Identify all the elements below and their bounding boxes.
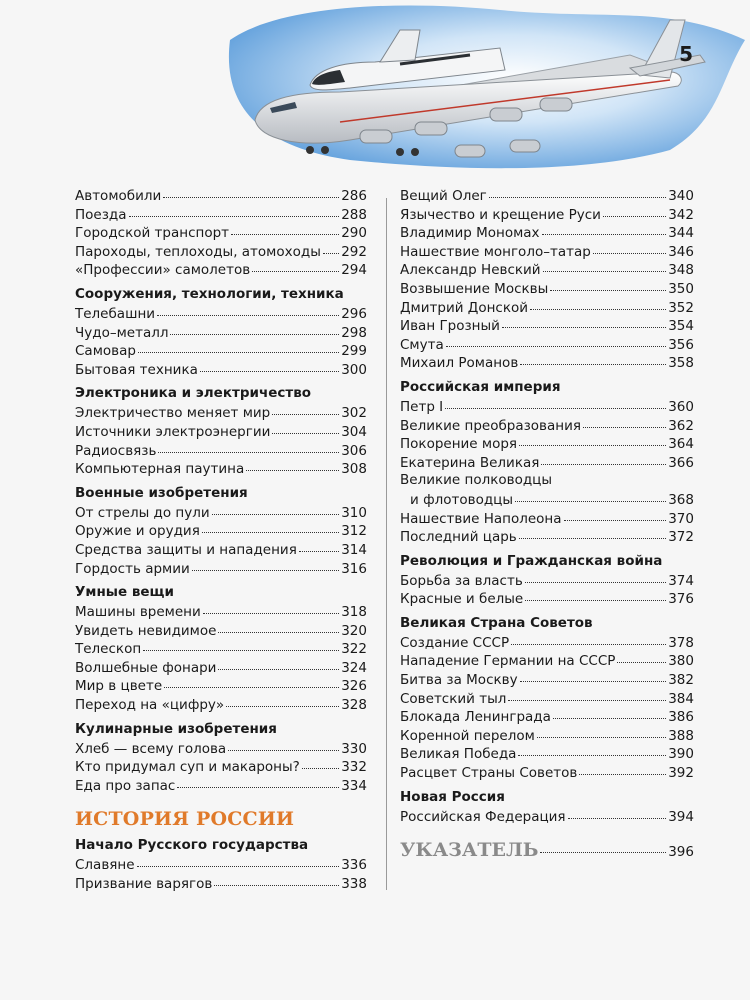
page-ref: 394 [668,808,694,825]
dot-leader [446,333,666,347]
page-ref: 288 [341,206,367,223]
page-ref: 378 [668,634,694,651]
toc-entry-title: Радиосвязь [75,442,157,459]
toc-entry-title: Гордость армии [75,560,190,577]
toc-entry-title: Телебашни [75,305,156,322]
dot-leader [157,302,339,316]
page-ref: 366 [668,454,694,471]
section-heading: Умные вещи [75,584,174,601]
dot-leader [583,414,666,428]
page-ref: 336 [341,857,367,874]
toc-entry-title: Пароходы, теплоходы, атомоходы [75,243,321,260]
toc-entry-title: Битва за Москву [400,672,518,689]
page-ref: 350 [668,280,694,297]
page-ref: 304 [341,423,367,440]
dot-leader [579,761,666,775]
page-ref: 362 [668,417,694,434]
toc-entry-title: Петр I [400,398,444,415]
dot-leader [518,742,666,756]
toc-entry-title: Нашествие монголо–татар [400,243,591,260]
dot-leader [508,687,666,701]
page-ref: 352 [668,299,694,316]
toc-entry-title: Переход на «цифру» [75,697,225,714]
page-ref: 392 [668,765,694,782]
page-ref: 310 [341,504,367,521]
section-heading: Российская империя [400,378,561,395]
toc-entry-title: Советский тыл [400,690,507,707]
dot-leader [537,724,666,738]
dot-leader [299,538,339,552]
page-ref: 388 [668,727,694,744]
section-heading: Военные изобретения [75,484,248,501]
toc-entry-title: Иван Грозный [400,318,500,335]
page-ref: 328 [341,697,367,714]
dot-leader [272,420,339,434]
toc-entry-title: Нашествие Наполеона [400,510,562,527]
toc-entry-title: Расцвет Страны Советов [400,765,578,782]
page-ref: 382 [668,672,694,689]
toc-entry-title: От стрелы до пули [75,504,210,521]
toc-entry-title: Машины времени [75,604,201,621]
page-ref: 344 [668,225,694,242]
toc-entry-title: и флотоводцы [410,491,514,508]
toc-entry[interactable] [75,776,367,795]
page-ref: 338 [341,876,367,893]
dot-leader [502,314,666,328]
dot-leader [272,401,339,415]
dot-leader [542,221,667,235]
dot-leader [519,432,666,446]
dot-leader [603,203,666,217]
page-ref: 348 [668,262,694,279]
toc-entry-title: Возвышение Москвы [400,280,549,297]
toc-entry-title: Екатерина Великая [400,454,540,471]
page-ref: 360 [668,398,694,415]
page-ref: 286 [341,188,367,204]
toc-entry-title: Хлеб — всему голова [75,740,227,757]
dot-leader [445,395,666,409]
toc-entry-title: Поезда [75,206,127,223]
toc-entry-title: Мир в цвете [75,678,163,695]
page-ref: 334 [341,777,367,794]
page-ref: 316 [341,560,367,577]
dot-leader [231,221,339,235]
dot-leader [530,296,666,310]
page-ref: 376 [668,591,694,608]
dot-leader [218,619,339,633]
page-ref: 332 [341,759,367,776]
toc-entry-title: Оружие и орудия [75,523,200,540]
toc-entry-title: Бытовая техника [75,361,198,378]
page-ref: 294 [341,262,367,279]
toc-entry[interactable] [400,807,694,826]
page-ref: 390 [668,746,694,763]
dot-leader [246,457,339,471]
dot-leader [525,569,666,583]
toc-entry-title: Блокада Ленинграда [400,709,551,726]
toc-entry-title: Великие полководцы [400,472,553,489]
toc-entry-title: Славяне [75,857,135,874]
page-ref: 330 [341,740,367,757]
page-ref: 374 [668,572,694,589]
toc-entry-title: Автомобили [75,188,162,204]
section-heading: Кулинарные изобретения [75,720,277,737]
toc-entry[interactable] [400,589,694,608]
toc-right-column [400,186,694,861]
dot-leader [489,184,666,198]
page-ref: 302 [341,405,367,422]
page-ref: 384 [668,690,694,707]
dot-leader [129,203,340,217]
toc-entry-title: Великая Победа [400,746,517,763]
page-ref: 322 [341,641,367,658]
toc-entry-title: Самовар [75,343,136,360]
dot-leader [550,277,666,291]
toc-entry-title: Российская Федерация [400,808,566,825]
toc-entry-title: Покорение моря [400,436,518,453]
toc-entry[interactable] [400,353,694,372]
dot-leader [163,184,339,198]
page-number: 5 [679,42,693,66]
dot-leader [302,755,339,769]
toc-entry-title: Борьба за власть [400,572,523,589]
toc-entry-title: Михаил Романов [400,355,519,372]
toc-entry-title: Вещий Олег [400,188,487,204]
dot-leader [143,637,339,651]
section-heading: Начало Русского государства [75,837,309,854]
dot-leader [543,258,667,272]
toc-entry-title: Волшебные фонари [75,659,217,676]
section-heading: Электроника и электричество [75,385,312,402]
toc-entry-title: «Профессии» самолетов [75,262,251,279]
page-ref: 396 [668,844,694,861]
toc-entry[interactable] [75,260,367,279]
dot-leader [192,557,339,571]
column-divider [386,198,387,890]
dot-leader [158,439,339,453]
dot-leader [212,501,340,515]
dot-leader [218,656,339,670]
dot-leader [617,649,666,663]
index-title: УКАЗАТЕЛЬ [400,839,539,862]
page-ref: 312 [341,523,367,540]
dot-leader [138,339,339,353]
page-ref: 358 [668,355,694,372]
dot-leader [541,451,666,465]
toc-entry[interactable] [400,453,694,472]
page-ref: 386 [668,709,694,726]
toc-entry-title: Кто придумал суп и макароны? [75,759,300,776]
dot-leader [252,258,339,272]
page-ref: 320 [341,622,367,639]
dot-leader [593,240,666,254]
page-ref: 346 [668,243,694,260]
toc-entry-title: Александр Невский [400,262,541,279]
dot-leader [519,525,666,539]
toc-entry-title: Нападение Германии на СССР [400,653,616,670]
toc-entry[interactable] [400,527,694,546]
toc-entry-title: Призвание варягов [75,876,213,893]
dot-leader [202,519,339,533]
dot-leader [553,705,666,719]
dot-leader [214,872,339,886]
section-heading: Революция и Гражданская война [400,552,663,569]
toc-entry-title: Создание СССР [400,634,510,651]
page-ref: 318 [341,604,367,621]
dot-leader [200,358,339,372]
toc-entry[interactable] [75,360,367,379]
dot-leader [137,853,340,867]
toc-entry-title: Последний царь [400,529,517,546]
toc-entry-title: Телескоп [75,641,142,658]
section-heading: Великая Страна Советов [400,614,593,631]
toc-entry[interactable] [75,459,367,478]
toc-entry-title: Источники электроэнергии [75,423,271,440]
dot-leader [177,774,339,788]
page-ref: 306 [341,442,367,459]
toc-entry-title: Великие преобразования [400,417,582,434]
toc-left-column [75,186,367,893]
page-ref: 370 [668,510,694,527]
dot-leader [564,507,667,521]
toc-entry-title: Средства защиты и нападения [75,541,297,558]
toc-entry-title: Городской транспорт [75,225,230,242]
page-ref: 380 [668,653,694,670]
part-heading: ИСТОРИЯ РОССИИ [75,808,295,831]
toc-entry-title: Смута [400,336,444,353]
page-ref: 308 [341,461,367,478]
dot-leader [323,240,339,254]
airplane-with-shuttle-icon [200,0,750,180]
toc-entry-title: Владимир Мономах [400,225,540,242]
page-ref: 368 [668,491,694,508]
toc-entry-title: Электричество меняет мир [75,405,271,422]
toc-entry[interactable] [400,763,694,782]
dot-leader [170,321,339,335]
dot-leader [226,693,339,707]
section-heading: Новая Россия [400,788,505,805]
page-ref: 314 [341,541,367,558]
page-ref: 296 [341,305,367,322]
page-ref: 372 [668,529,694,546]
page-ref: 364 [668,436,694,453]
page-ref: 356 [668,336,694,353]
section-heading: Сооружения, технологии, техника [75,285,344,302]
page-ref: 292 [341,243,367,260]
dot-leader [540,838,666,853]
page-ref: 340 [668,188,694,204]
toc-entry[interactable] [75,874,367,893]
page-ref: 342 [668,206,694,223]
toc-entry[interactable] [75,559,367,578]
dot-leader [520,668,667,682]
page-ref: 354 [668,318,694,335]
toc-entry-title: Красные и белые [400,591,524,608]
dot-leader [568,805,667,819]
toc-entry-title: Чудо–металл [75,324,169,341]
toc-entry[interactable] [75,695,367,714]
toc-entry-title: Компьютерная паутина [75,461,245,478]
page-ref: 298 [341,324,367,341]
dot-leader [511,631,666,645]
dot-leader [228,737,339,751]
toc-entry-title: Дмитрий Донской [400,299,529,316]
dot-leader [520,351,666,365]
toc-entry-title: Увидеть невидимое [75,622,217,639]
page-ref: 299 [341,343,367,360]
index-entry[interactable] [400,839,694,861]
toc-entry-title: Язычество и крещение Руси [400,206,601,223]
page-ref: 290 [341,225,367,242]
page-ref: 326 [341,678,367,695]
toc-entry-title: Еда про запас [75,777,176,794]
dot-leader [203,600,339,614]
dot-leader [164,674,339,688]
page-ref: 324 [341,659,367,676]
page-ref: 300 [341,361,367,378]
dot-leader [525,587,666,601]
toc-entry-title: Коренной перелом [400,727,535,744]
dot-leader [515,488,666,502]
